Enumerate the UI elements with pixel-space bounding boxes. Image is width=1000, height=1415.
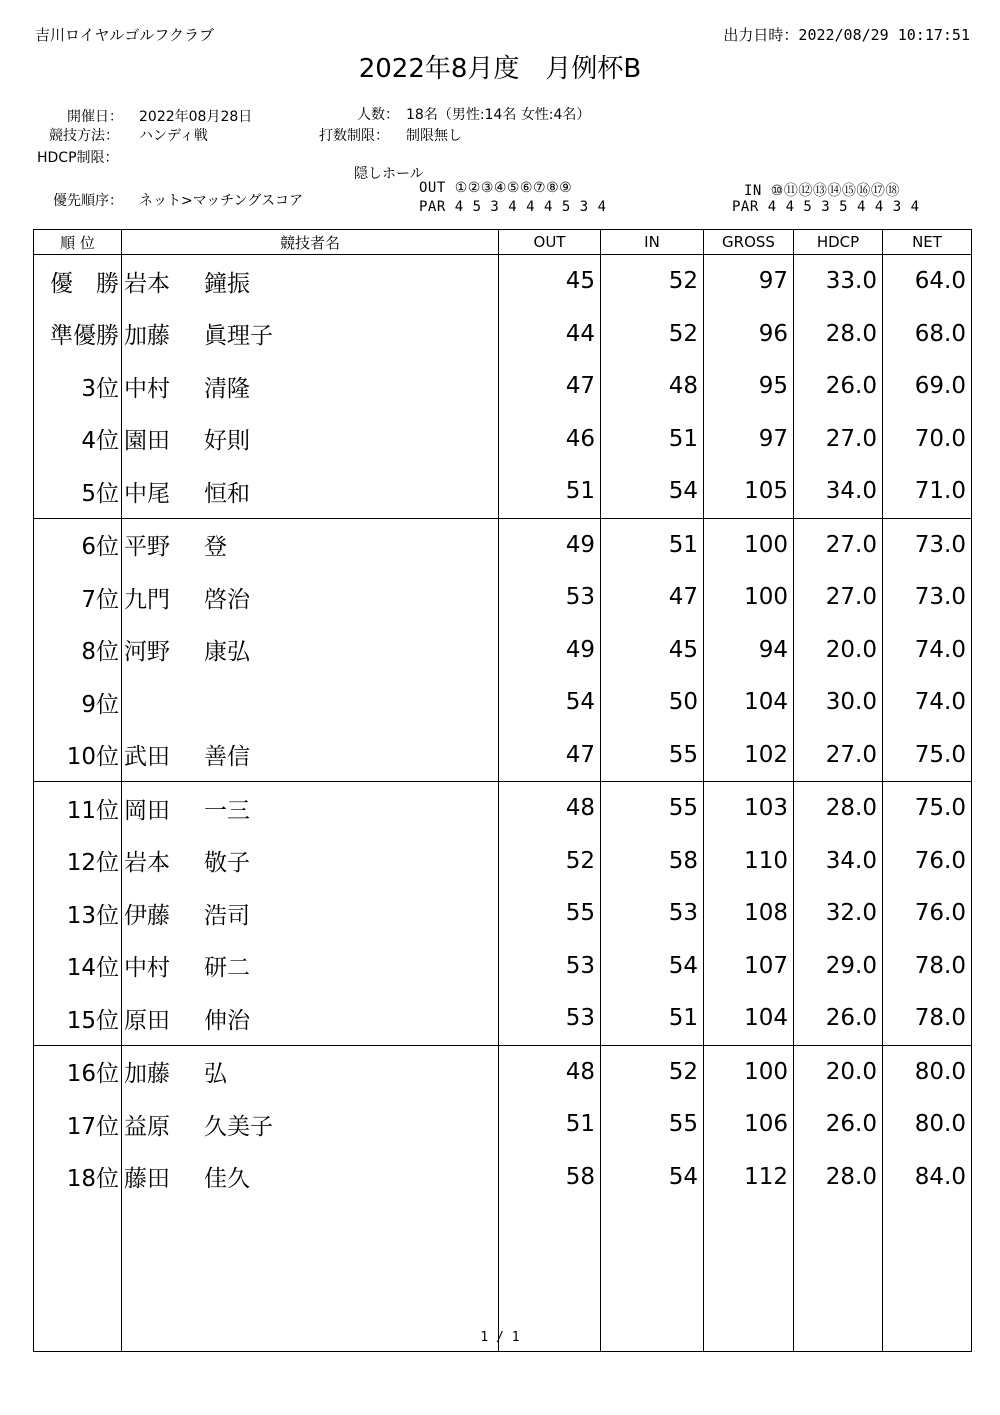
hdcp-cell: 27.0 xyxy=(794,729,883,782)
gross-cell: 97 xyxy=(704,413,794,466)
method-label: 競技方法： xyxy=(49,128,119,144)
out-cell: 53 xyxy=(499,992,601,1045)
given-name: 登 xyxy=(204,534,227,561)
out-cell: 54 xyxy=(499,676,601,729)
given-name: 康弘 xyxy=(204,639,250,666)
in-cell: 54 xyxy=(601,940,704,993)
hdcp-cell: 34.0 xyxy=(794,835,883,888)
out-cell: 53 xyxy=(499,940,601,993)
in-cell: 55 xyxy=(601,1098,704,1151)
net-cell: 80.0 xyxy=(883,1098,972,1151)
rank-cell: 12位 xyxy=(34,835,122,888)
rank-cell: 5位 xyxy=(34,465,122,518)
in-par: PAR 4 4 5 3 5 4 4 3 4 xyxy=(732,199,920,215)
col-hdcp-header: HDCP xyxy=(794,230,883,255)
rank-cell: 13位 xyxy=(34,887,122,940)
hdcp-cell: 29.0 xyxy=(794,940,883,993)
table-row xyxy=(34,518,972,571)
table-row xyxy=(34,571,972,624)
name-cell xyxy=(122,1045,499,1098)
family-name: 九門 xyxy=(124,586,170,613)
table-row xyxy=(34,624,972,677)
table-row xyxy=(34,1098,972,1151)
given-name: 敬子 xyxy=(204,850,250,877)
out-cell: 46 xyxy=(499,413,601,466)
gross-cell: 104 xyxy=(704,992,794,1045)
in-cell: 45 xyxy=(601,624,704,677)
name-cell xyxy=(122,518,499,571)
in-cell: 53 xyxy=(601,887,704,940)
hdcp-cell: 26.0 xyxy=(794,360,883,413)
hdcp-cell: 26.0 xyxy=(794,992,883,1045)
table-row xyxy=(34,360,972,413)
rank-cell: 8位 xyxy=(34,624,122,677)
in-cell: 54 xyxy=(601,1151,704,1204)
out-cell: 49 xyxy=(499,624,601,677)
rank-cell: 17位 xyxy=(34,1098,122,1151)
out-cell: 51 xyxy=(499,465,601,518)
out-holes: OUT ①②③④⑤⑥⑦⑧⑨ xyxy=(419,180,573,196)
hdcp-cell: 34.0 xyxy=(794,465,883,518)
limit-label: 打数制限： xyxy=(319,128,389,144)
gross-cell: 97 xyxy=(704,255,794,308)
hdcp-cell: 27.0 xyxy=(794,518,883,571)
family-name: 益原 xyxy=(124,1113,170,1140)
rank-cell: 11位 xyxy=(34,782,122,835)
out-cell: 55 xyxy=(499,887,601,940)
in-cell: 51 xyxy=(601,992,704,1045)
out-cell: 51 xyxy=(499,1098,601,1151)
col-net-header: NET xyxy=(883,230,972,255)
rank-cell: 3位 xyxy=(34,360,122,413)
hdcp-cell: 28.0 xyxy=(794,782,883,835)
given-name: 久美子 xyxy=(204,1113,273,1140)
net-cell: 64.0 xyxy=(883,255,972,308)
net-cell: 76.0 xyxy=(883,835,972,888)
in-cell: 52 xyxy=(601,308,704,361)
results-table xyxy=(33,229,972,1352)
rank-cell: 15位 xyxy=(34,992,122,1045)
club-name: 吉川ロイヤルゴルフクラブ xyxy=(35,26,214,44)
net-cell: 73.0 xyxy=(883,571,972,624)
printed-datetime: 出力日時：2022/08/29 10:17:51 xyxy=(723,26,970,44)
table-row xyxy=(34,1151,972,1204)
priority-value: ネット>マッチングスコア xyxy=(139,193,304,209)
gross-cell: 103 xyxy=(704,782,794,835)
name-cell xyxy=(122,571,499,624)
net-cell: 73.0 xyxy=(883,518,972,571)
net-cell: 75.0 xyxy=(883,782,972,835)
out-cell: 48 xyxy=(499,782,601,835)
in-cell: 50 xyxy=(601,676,704,729)
gross-cell: 112 xyxy=(704,1151,794,1204)
rank-cell: 4位 xyxy=(34,413,122,466)
net-cell: 71.0 xyxy=(883,465,972,518)
family-name: 中村 xyxy=(124,375,170,402)
hdcp-cell: 26.0 xyxy=(794,1098,883,1151)
given-name: 清隆 xyxy=(204,375,250,402)
name-cell xyxy=(122,308,499,361)
table-row xyxy=(34,940,972,993)
name-cell xyxy=(122,676,499,729)
given-name: 伸治 xyxy=(204,1007,250,1034)
table-row xyxy=(34,992,972,1045)
name-cell xyxy=(122,729,499,782)
limit-value: 制限無し xyxy=(406,128,462,144)
col-name-header: 競技者名 xyxy=(122,230,499,255)
in-cell: 47 xyxy=(601,571,704,624)
rank-cell: 6位 xyxy=(34,518,122,571)
net-cell: 78.0 xyxy=(883,992,972,1045)
gross-cell: 105 xyxy=(704,465,794,518)
col-in-header: IN xyxy=(601,230,704,255)
table-row xyxy=(34,887,972,940)
date-value: 2022年08月28日 xyxy=(139,109,253,125)
net-cell: 74.0 xyxy=(883,624,972,677)
given-name: 恒和 xyxy=(204,480,250,507)
name-cell xyxy=(122,1098,499,1151)
hidden-holes-label: 隠しホール xyxy=(354,166,424,182)
hdcp-cell: 33.0 xyxy=(794,255,883,308)
family-name: 平野 xyxy=(124,534,170,561)
hdcp-limit-label: HDCP制限： xyxy=(37,150,119,166)
table-row xyxy=(34,1045,972,1098)
col-out-header: OUT xyxy=(499,230,601,255)
in-cell: 51 xyxy=(601,518,704,571)
given-name: 一三 xyxy=(204,797,250,824)
table-row xyxy=(34,729,972,782)
table-row xyxy=(34,676,972,729)
family-name: 加藤 xyxy=(124,323,170,350)
rank-cell: 16位 xyxy=(34,1045,122,1098)
out-cell: 47 xyxy=(499,729,601,782)
out-cell: 52 xyxy=(499,835,601,888)
in-cell: 52 xyxy=(601,255,704,308)
family-name: 藤田 xyxy=(124,1166,170,1193)
name-cell xyxy=(122,360,499,413)
family-name: 原田 xyxy=(124,1007,170,1034)
hdcp-cell: 20.0 xyxy=(794,1045,883,1098)
out-cell: 53 xyxy=(499,571,601,624)
out-cell: 58 xyxy=(499,1151,601,1204)
gross-cell: 100 xyxy=(704,1045,794,1098)
out-cell: 47 xyxy=(499,360,601,413)
gross-cell: 100 xyxy=(704,571,794,624)
col-rank-header: 順 位 xyxy=(34,230,122,255)
gross-cell: 100 xyxy=(704,518,794,571)
gross-cell: 102 xyxy=(704,729,794,782)
name-cell xyxy=(122,465,499,518)
gross-cell: 96 xyxy=(704,308,794,361)
rank-cell: 9位 xyxy=(34,676,122,729)
rank-cell: 7位 xyxy=(34,571,122,624)
family-name: 園田 xyxy=(124,428,170,455)
name-cell xyxy=(122,1151,499,1204)
name-cell xyxy=(122,255,499,308)
header-row xyxy=(34,230,972,255)
rank-cell: 優 勝 xyxy=(34,255,122,308)
rank-cell: 準優勝 xyxy=(34,308,122,361)
net-cell: 76.0 xyxy=(883,887,972,940)
col-gross-header: GROSS xyxy=(704,230,794,255)
table-row xyxy=(34,782,972,835)
name-cell xyxy=(122,413,499,466)
gross-cell: 107 xyxy=(704,940,794,993)
net-cell: 78.0 xyxy=(883,940,972,993)
given-name: 眞理子 xyxy=(204,323,273,350)
method-value: ハンディ戦 xyxy=(139,128,208,144)
net-cell: 80.0 xyxy=(883,1045,972,1098)
table-row xyxy=(34,308,972,361)
name-cell xyxy=(122,887,499,940)
table-row xyxy=(34,835,972,888)
family-name: 加藤 xyxy=(124,1061,170,1088)
hdcp-cell: 28.0 xyxy=(794,308,883,361)
family-name: 武田 xyxy=(124,744,170,771)
given-name: 浩司 xyxy=(204,902,250,929)
out-cell: 49 xyxy=(499,518,601,571)
in-cell: 48 xyxy=(601,360,704,413)
hdcp-cell: 27.0 xyxy=(794,571,883,624)
out-par: PAR 4 5 3 4 4 4 5 3 4 xyxy=(419,199,607,215)
out-cell: 44 xyxy=(499,308,601,361)
net-cell: 74.0 xyxy=(883,676,972,729)
table-row xyxy=(34,465,972,518)
in-cell: 58 xyxy=(601,835,704,888)
page-number: 1 / 1 xyxy=(480,1330,520,1345)
in-cell: 55 xyxy=(601,782,704,835)
table-row xyxy=(34,413,972,466)
net-cell: 70.0 xyxy=(883,413,972,466)
name-cell xyxy=(122,782,499,835)
gross-cell: 104 xyxy=(704,676,794,729)
hdcp-cell: 20.0 xyxy=(794,624,883,677)
page-title: 2022年8月度 月例杯B xyxy=(358,54,642,84)
count-value: 18名（男性:14名 女性:4名） xyxy=(406,107,591,123)
family-name: 岩本 xyxy=(124,850,170,877)
hdcp-cell: 32.0 xyxy=(794,887,883,940)
family-name: 伊藤 xyxy=(124,902,170,929)
in-cell: 54 xyxy=(601,465,704,518)
out-cell: 48 xyxy=(499,1045,601,1098)
given-name: 鐘振 xyxy=(204,270,250,297)
in-holes: IN ⑩⑪⑫⑬⑭⑮⑯⑰⑱ xyxy=(744,183,900,199)
net-cell: 75.0 xyxy=(883,729,972,782)
name-cell xyxy=(122,835,499,888)
rank-cell: 18位 xyxy=(34,1151,122,1204)
gross-cell: 95 xyxy=(704,360,794,413)
gross-cell: 94 xyxy=(704,624,794,677)
family-name: 岩本 xyxy=(124,270,170,297)
table-row xyxy=(34,255,972,308)
given-name: 好則 xyxy=(204,428,250,455)
name-cell xyxy=(122,624,499,677)
given-name: 研二 xyxy=(204,955,250,982)
gross-cell: 106 xyxy=(704,1098,794,1151)
hdcp-cell: 27.0 xyxy=(794,413,883,466)
given-name: 佳久 xyxy=(204,1166,250,1193)
given-name: 啓治 xyxy=(204,586,250,613)
family-name: 岡田 xyxy=(124,797,170,824)
family-name: 河野 xyxy=(124,639,170,666)
given-name: 善信 xyxy=(204,744,250,771)
net-cell: 69.0 xyxy=(883,360,972,413)
in-cell: 55 xyxy=(601,729,704,782)
net-cell: 68.0 xyxy=(883,308,972,361)
priority-label: 優先順序： xyxy=(53,193,123,209)
date-label: 開催日： xyxy=(67,109,123,125)
count-label: 人数： xyxy=(357,107,399,123)
given-name: 弘 xyxy=(204,1061,227,1088)
in-cell: 52 xyxy=(601,1045,704,1098)
in-cell: 51 xyxy=(601,413,704,466)
rank-cell: 14位 xyxy=(34,940,122,993)
gross-cell: 110 xyxy=(704,835,794,888)
rank-cell: 10位 xyxy=(34,729,122,782)
family-name: 中尾 xyxy=(124,480,170,507)
name-cell xyxy=(122,992,499,1045)
family-name: 中村 xyxy=(124,955,170,982)
gross-cell: 108 xyxy=(704,887,794,940)
name-cell xyxy=(122,940,499,993)
net-cell: 84.0 xyxy=(883,1151,972,1204)
hdcp-cell: 28.0 xyxy=(794,1151,883,1204)
out-cell: 45 xyxy=(499,255,601,308)
hdcp-cell: 30.0 xyxy=(794,676,883,729)
